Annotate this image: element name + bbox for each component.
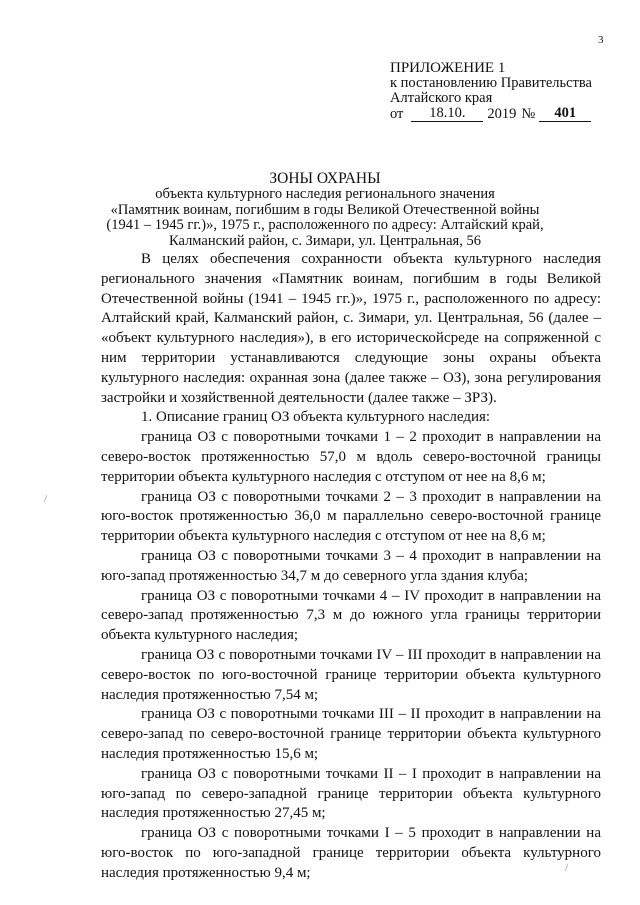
section-heading: 1. Описание границ ОЗ объекта культурного наследия: (141, 409, 491, 426)
body-paragraph: граница ОЗ с поворотными точками III – II проходит в направлении на северо-запад по северо-восточной границе территории объекта культурного наследия протяженностью 15,6 м; (101, 706, 601, 762)
body-paragraph: граница ОЗ с поворотными точками 2 – 3 проходит в направлении на юго-восток протяженностью 36,0 м параллельно северо-восточной границе территории объекта культурного наследия с отступом от нее на 8,6 м; (101, 488, 601, 545)
scan-speck: / (44, 493, 48, 505)
number-label: № (521, 106, 536, 122)
body-paragraph: граница ОЗ с поворотными точками 1 – 2 проходит в направлении на северо-восток протяженностью 57,0 м вдоль северо-восточной границы территории объекта культурного наследия с отступом от нее на 8,6 м; (101, 429, 601, 485)
date-value: 18.10. (411, 106, 483, 122)
heading-line: «Памятник воинам, погибшим в годы Великой Отечественной войны (110, 201, 540, 218)
body-paragraph: граница ОЗ с поворотными точками 3 – 4 проходит в направлении на юго-запад протяженностью 34,7 м до северного угла здания клуба; (101, 547, 601, 584)
document-heading (100, 170, 550, 249)
year-value: 2019 (487, 106, 517, 122)
page-number: 3 (598, 34, 604, 46)
body-paragraph: граница ОЗ с поворотными точками II – I проходит в направлении на юго-запад по северо-западной границе территории объекта культурного наследия протяженностью 27,45 м; (101, 765, 601, 822)
appendix-block (390, 60, 620, 122)
body-paragraph: В целях обеспечения сохранности объекта культурного наследия регионального значения «Памятник воинам, погибшим в годы Великой Отечественной войны (1941 – 1945 гг.)», 1975 г., расположенного по адресу: Алтайский край, Калманский район, с. Зимари, ул. Центральная, 56 (далее – «объект культурного наследия»), в его историческойсреде на сопряженной с ним территории устанавливаются следующие зоны охраны объекта культурного наследия: охранная зона (далее также – ОЗ), зона регулирования застройки и хозяйственной деятельности (далее также – ЗРЗ). (101, 251, 601, 406)
body-paragraph: граница ОЗ с поворотными точками I – 5 проходит в направлении на юго-восток по юго-западной границе территории объекта культурного наследия протяженностью 9,4 м; (101, 825, 601, 881)
body-paragraph: граница ОЗ с поворотными точками 4 – IV проходит в направлении на северо-запад протяженностью 7,3 м до южного угла границы территории объекта культурного наследия; (101, 587, 601, 644)
appendix-title: ПРИЛОЖЕНИЕ 1 (390, 60, 506, 76)
document-body (101, 250, 601, 884)
heading-line: (1941 – 1945 гг.)», 1975 г., расположенного по адресу: Алтайский край, (106, 217, 544, 233)
from-label: от (390, 106, 404, 122)
heading-title: ЗОНЫ ОХРАНЫ (269, 170, 381, 187)
heading-line: объекта культурного наследия регионального значения (155, 186, 495, 202)
heading-line: Калманский район, с. Зимари, ул. Центральная, 56 (169, 232, 481, 249)
body-paragraph: граница ОЗ с поворотными точками IV – III проходит в направлении на северо-восток по юго-восточной границе территории объекта культурного наследия протяженностью 7,54 м; (101, 646, 601, 703)
appendix-line-1: к постановлению Правительства (390, 75, 592, 91)
appendix-line-2: Алтайского края (390, 90, 493, 106)
appendix-date-row (390, 106, 620, 122)
number-value: 401 (539, 106, 591, 122)
scan-speck: / (565, 862, 569, 874)
